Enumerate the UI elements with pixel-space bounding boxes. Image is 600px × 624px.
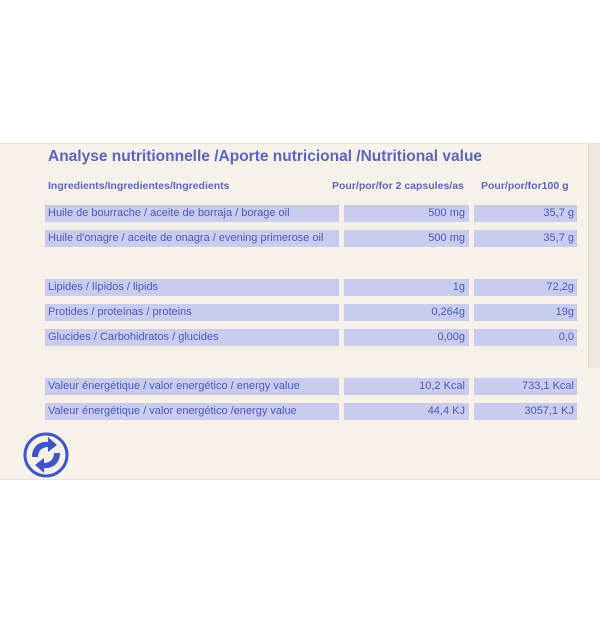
row-value-per-capsules: 500 mg: [344, 205, 469, 222]
row-label: Protides / proteínas / proteins: [45, 304, 339, 321]
row-value-per-capsules: 0,264g: [344, 304, 469, 321]
row-value-per-100g: 3057,1 KJ: [474, 403, 577, 420]
header-per-100g: Pour/por/for100 g: [481, 180, 569, 192]
header-per-capsules: Pour/por/for 2 capsules/as: [332, 180, 464, 192]
row-value-per-capsules: 500 mg: [344, 230, 469, 247]
row-value-per-capsules: 10,2 Kcal: [344, 378, 469, 395]
row-label: Glucides / Carbohidratos / glucides: [45, 329, 339, 346]
row-value-per-100g: 0,0: [474, 329, 577, 346]
row-value-per-100g: 35,7 g: [474, 205, 577, 222]
row-label: Huile de bourrache / aceite de borraja / borage oil: [45, 205, 339, 222]
row-value-per-capsules: 44,4 KJ: [344, 403, 469, 420]
recycle-icon: [23, 432, 69, 478]
row-value-per-100g: 72,2g: [474, 279, 577, 296]
row-value-per-100g: 19g: [474, 304, 577, 321]
box-edge: [588, 143, 600, 368]
header-ingredients: Ingredients/Ingredientes/Ingredients: [48, 180, 230, 192]
page-title: Analyse nutritionnelle /Aporte nutricional /Nutritional value: [48, 148, 483, 165]
row-value-per-100g: 35,7 g: [474, 230, 577, 247]
row-value-per-capsules: 1g: [344, 279, 469, 296]
row-value-per-capsules: 0,00g: [344, 329, 469, 346]
row-label: Lipides / lípidos / lipids: [45, 279, 339, 296]
row-label: Valeur énergétique / valor energético /energy value: [45, 403, 339, 420]
row-label: Valeur énergétique / valor energético / energy value: [45, 378, 339, 395]
row-value-per-100g: 733,1 Kcal: [474, 378, 577, 395]
row-label: Huile d'onagre / aceite de onagra / evening primerose oil: [45, 230, 339, 247]
